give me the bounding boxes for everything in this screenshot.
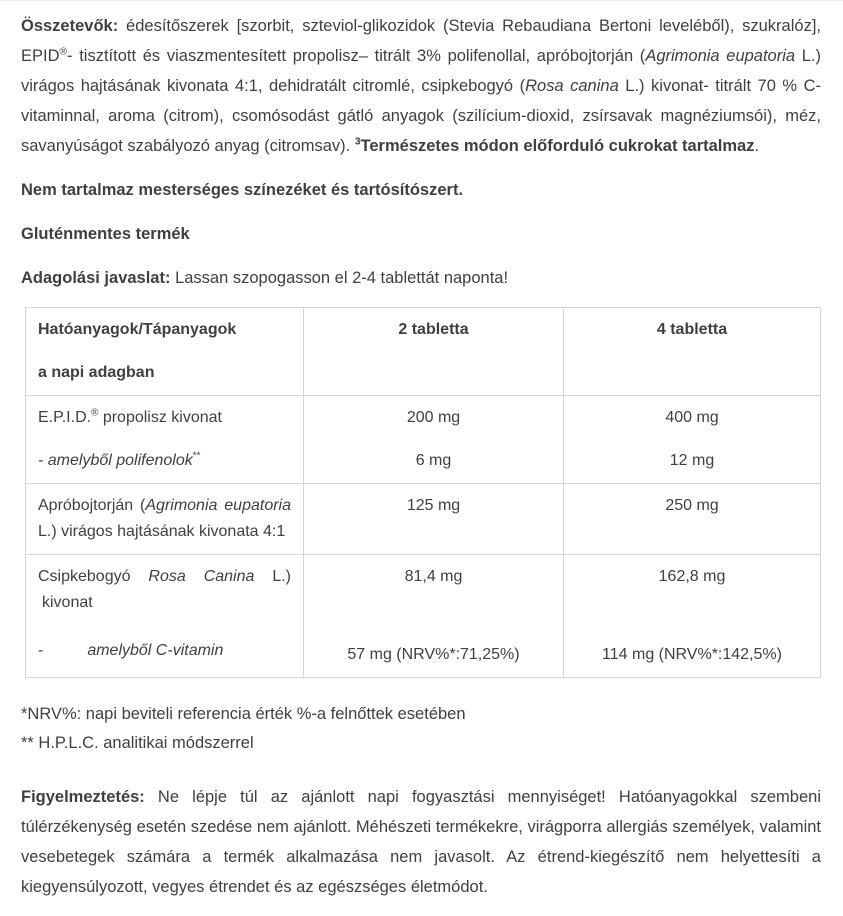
rosehip-2-tablets-cell: [304, 555, 564, 678]
dosage-paragraph: Adagolási javaslat: Lassan szopogasson el 2-4 tablettát naponta!: [21, 269, 509, 287]
epid-4-tablets-value: 400 mg: [665, 409, 719, 426]
warning-paragraph: Figyelmeztetés: Ne lépje túl az ajánlott napi fogyasztási mennyiséget! Hatóanyagokkal szembeni túlérzékenység esetén szedése nem ajánlott. Méhészeti termékekre, virágporra allergiás személyek, valamint vesebetegek számára a termék alkalmazása nem javasolt. Az étrend-kiegészítő nem helyettesíti a kiegyensúlyozott, vegyes étrendet és az egészséges életmódot.: [21, 788, 821, 896]
agrimony-4-tablets-cell: 250 mg: [564, 484, 821, 555]
c-vitamin-4-tablets-value: 114 mg (NRV%*:142,5%): [602, 646, 782, 663]
polyphenols-2-tablets-value: 6 mg: [415, 452, 452, 469]
table-header-row: [26, 308, 821, 396]
header-nutrients-line1: Hatóanyagok/Tápanyagok: [38, 321, 237, 338]
no-artificial-claim: Nem tartalmaz mesterséges színezéket és tartósítószert.: [21, 181, 464, 199]
table-row-epid-propolis: [26, 396, 821, 484]
epid-name-cell: [26, 396, 304, 484]
c-vitamin-label: amelyből C-vitamin: [87, 642, 224, 659]
epid-polyphenols-name: - amelyből polifenolok**: [38, 450, 201, 469]
ingredients-paragraph: Összetevők: édesítőszerek [szorbit, szteviol-glikozidok (Stevia Rebaudiana Bertoni leveléből), szukralóz], EPID®- tisztított és viaszmentesített propolisz– titrált 3% polifenollal, apróbojtorján (Agrimonia eupatoria L.) virágos hajtásának kivonata 4:1, dehidratált citromlé, csipkebogyó (Rosa canina L.) kivonat- titrált 70 % C-vitaminnal, aroma (citrom), csomósodást gátló anyagok (szilícium-dioxid, zsírsavak magnéziumsói), méz, savanyúságot szabályozó anyag (citromsav). $^3$Természetes módon előforduló cukrokat tartalmaz.: [21, 17, 822, 155]
footnote-hplc: ** H.P.L.C. analitikai módszerrel: [21, 734, 254, 752]
rosehip-4-tablets-cell: [564, 555, 821, 678]
epid-4-tablets-cell: [564, 396, 821, 484]
table-row-rosehip: [26, 555, 821, 678]
nutrition-table: [25, 307, 821, 678]
dash: -: [38, 642, 44, 659]
polyphenols-4-tablets-value: 12 mg: [669, 452, 715, 469]
agrimony-name-cell: Apróbojtorján (Agrimonia eupatoria L.) virágos hajtásának kivonata 4:1: [26, 484, 304, 555]
epid-2-tablets-cell: [304, 396, 564, 484]
epid-extract-name: E.P.I.D.® propolisz kivonat: [38, 407, 222, 426]
header-cell-nutrients: [26, 308, 304, 396]
rosehip-c-vitamin-line: [38, 638, 291, 664]
rosehip-4-tablets-value: 162,8 mg: [658, 568, 726, 585]
rosehip-2-tablets-value: 81,4 mg: [404, 568, 463, 585]
gluten-free-claim: Gluténmentes termék: [21, 225, 190, 243]
agrimony-2-tablets-cell: 125 mg: [304, 484, 564, 555]
rosehip-name-line2: kivonat: [42, 594, 93, 611]
c-vitamin-2-tablets-value: 57 mg (NRV%*:71,25%): [347, 646, 520, 663]
table-row-agrimony: [26, 484, 821, 555]
epid-2-tablets-value: 200 mg: [406, 409, 461, 426]
footnote-nrv: *NRV%: napi beviteli referencia érték %-a felnőttek esetében: [21, 705, 466, 723]
rosehip-name-cell: [26, 555, 304, 678]
header-cell-4-tablets: 4 tabletta: [564, 308, 821, 396]
header-cell-2-tablets: 2 tabletta: [304, 308, 564, 396]
rosehip-name-line1: Csipkebogyó Rosa Canina L.): [38, 568, 291, 585]
header-nutrients-line2: a napi adagban: [38, 364, 155, 381]
